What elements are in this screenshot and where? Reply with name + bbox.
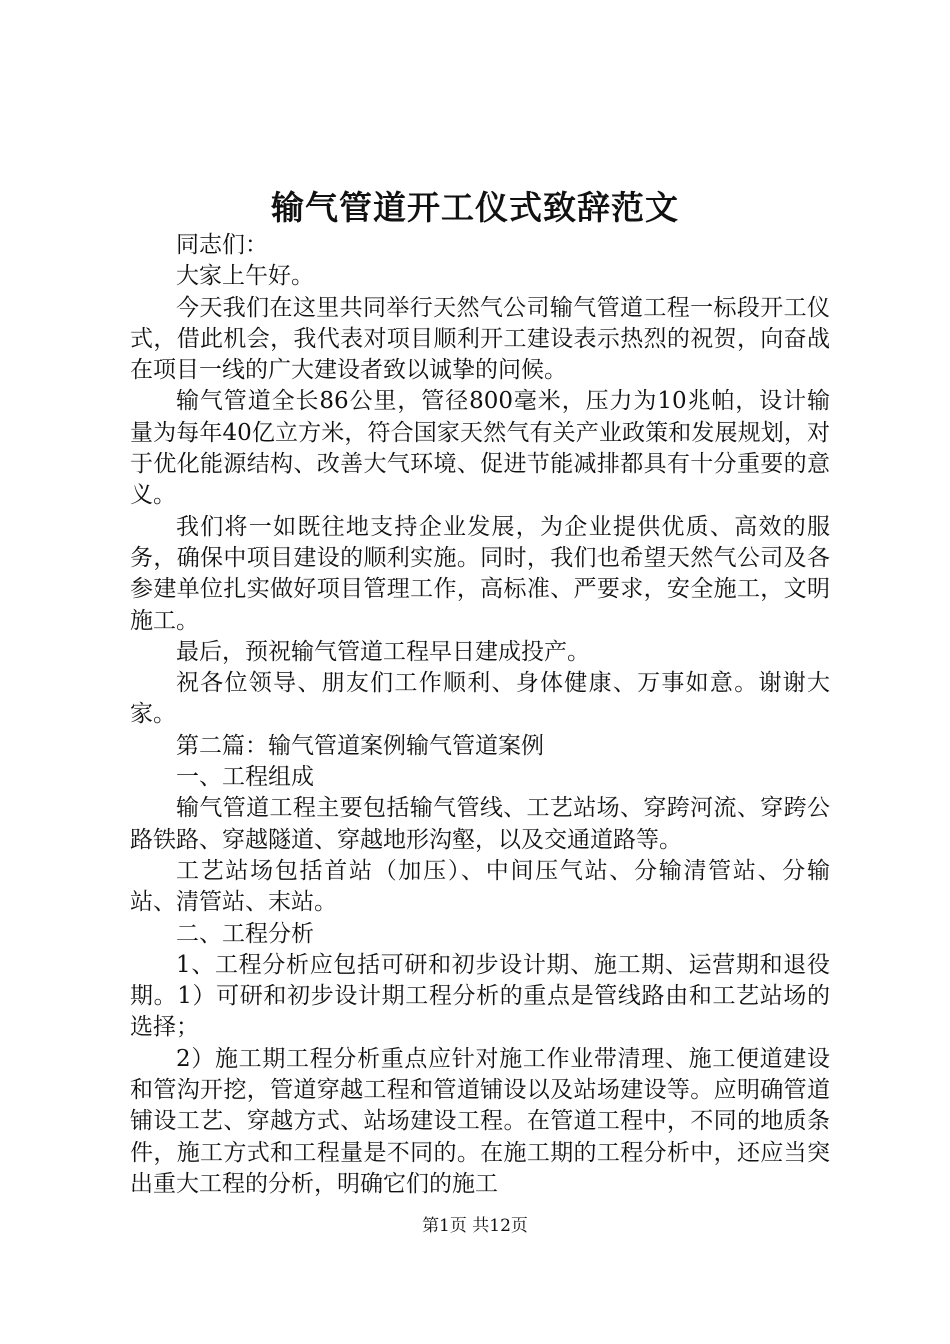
page-number-footer: 第1页 共12页: [422, 1216, 528, 1236]
paragraph: 工艺站场包括首站（加压）、中间压气站、分输清管站、分输站、清管站、末站。: [130, 857, 830, 916]
paragraph: 最后，预祝输气管道工程早日建成投产。: [176, 638, 590, 665]
paragraph: 输气管道全长86公里，管径800毫米，压力为10兆帕，设计输量为每年40亿立方米，符合国家天然气有关产业政策和发展规划，对于优化能源结构、改善大气环境、促进节能减排都具有十分重要的意义。: [130, 388, 830, 509]
section-heading: 第二篇：输气管道案例输气管道案例: [176, 732, 544, 759]
section-heading: 二、工程分析: [176, 920, 314, 947]
section-heading: 一、工程组成: [176, 764, 314, 791]
document-title: 输气管道开工仪式致辞范文: [271, 188, 679, 227]
paragraph: 2）施工期工程分析重点应针对施工作业带清理、施工便道建设和管沟开挖，管道穿越工程和管道铺设以及站场建设等。应明确管道铺设工艺、穿越方式、站场建设工程。在管道工程中，不同的地质条件，施工方式和工程量是不同的。在施工期的工程分析中，还应当突出重大工程的分析，明确它们的施工: [130, 1045, 830, 1197]
paragraph: 1、工程分析应包括可研和初步设计期、施工期、运营期和退役期。1）可研和初步设计期工程分析的重点是管线路由和工艺站场的选择；: [130, 951, 830, 1041]
paragraph: 我们将一如既往地支持企业发展，为企业提供优质、高效的服务，确保中项目建设的顺利实施。同时，我们也希望天然气公司及各参建单位扎实做好项目管理工作，高标准、严要求，安全施工，文明施工。: [130, 513, 830, 634]
paragraph: 同志们：: [176, 232, 268, 258]
paragraph: 输气管道工程主要包括输气管线、工艺站场、穿跨河流、穿跨公路铁路、穿越隧道、穿越地形沟壑，以及交通道路等。: [130, 795, 830, 853]
paragraph: 祝各位领导、朋友们工作顺利、身体健康、万事如意。谢谢大家。: [130, 670, 830, 728]
paragraph: 今天我们在这里共同举行天然气公司输气管道工程一标段开工仪式，借此机会，我代表对项目顺利开工建设表示热烈的祝贺，向奋战在项目一线的广大建设者致以诚挚的问候。: [130, 294, 830, 384]
document-body: [130, 230, 830, 1200]
paragraph: 大家上午好。: [176, 263, 314, 290]
